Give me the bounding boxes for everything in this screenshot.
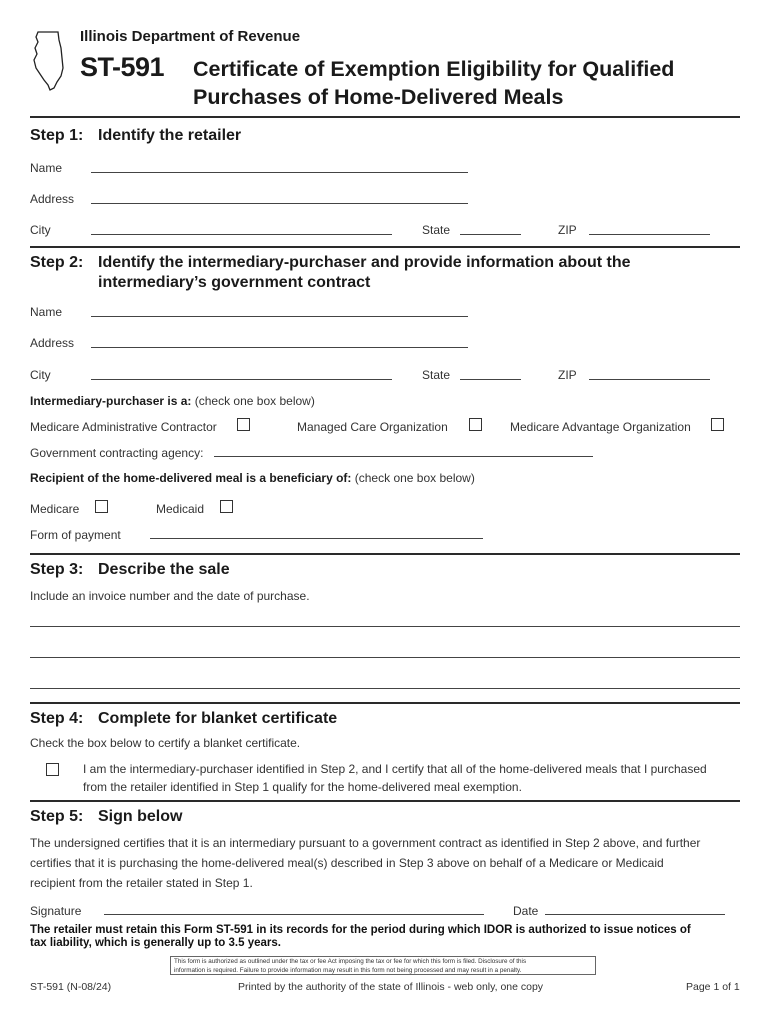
step1-address-label: Address [30, 192, 75, 206]
authority-line2: information is required. Failure to provide information may result in this form not being processed and may result in a penalty. [174, 966, 522, 974]
section-divider [30, 702, 740, 704]
step1-city-field[interactable] [91, 234, 392, 235]
step3-heading [30, 561, 230, 579]
option-mao-label: Medicare Advantage Organization [510, 420, 691, 434]
step4-number: Step 4: [30, 710, 84, 727]
page-number: Page 1 of 1 [686, 981, 740, 993]
certification-line3: recipient from the retailer stated in Step 1. [30, 876, 253, 890]
retention-notice-line2: tax liability, which is generally up to 3.5 years. [30, 936, 281, 949]
authority-disclosure-box [170, 956, 596, 975]
date-label: Date [513, 904, 539, 918]
section-divider [30, 246, 740, 248]
agency-name: Illinois Department of Revenue [80, 28, 301, 45]
blanket-certificate-statement [83, 760, 743, 796]
medicare-label: Medicare [30, 502, 80, 516]
medicare-checkbox[interactable] [95, 500, 108, 513]
step1-city-label: City [30, 223, 51, 237]
certification-line1: The undersigned certifies that it is an intermediary pursuant to a government contract as identified in Step 2 above, and further [30, 836, 701, 850]
blanket-statement-line1: I am the intermediary-purchaser identified in Step 2, and I certify that all of the home-delivered meals that I purchased [83, 762, 707, 776]
step2-state-field[interactable] [460, 379, 521, 380]
step2-city-field[interactable] [91, 379, 392, 380]
step1-title: Identify the retailer [98, 127, 242, 144]
step1-state-label: State [422, 223, 451, 237]
step2-heading [30, 254, 631, 272]
form-revision: ST-591 (N-08/24) [30, 981, 112, 993]
signature-field[interactable] [104, 914, 484, 915]
step4-instruction: Check the box below to certify a blanket certificate. [30, 736, 301, 750]
payment-label: Form of payment [30, 528, 121, 542]
purchaser-type-question [30, 394, 315, 408]
section-divider [30, 553, 740, 555]
step2-address-label: Address [30, 336, 75, 350]
step4-title: Complete for blanket certificate [98, 710, 338, 727]
step2-title-line2: intermediary’s government contract [98, 274, 371, 291]
signature-label: Signature [30, 904, 82, 918]
option-mco-label: Managed Care Organization [297, 420, 448, 434]
step5-title: Sign below [98, 808, 183, 825]
step3-title: Describe the sale [98, 561, 230, 578]
form-title-line2: Purchases of Home-Delivered Meals [193, 85, 564, 109]
section-divider [30, 800, 740, 802]
step2-number: Step 2: [30, 254, 84, 271]
sale-description-line-1[interactable] [30, 626, 740, 627]
step2-zip-field[interactable] [589, 379, 710, 380]
step2-name-label: Name [30, 305, 63, 319]
certification-line2: certifies that it is purchasing the home-delivered meal(s) described in Step 3 above on behalf of a Medicare or Medicaid [30, 856, 664, 870]
step3-number: Step 3: [30, 561, 84, 578]
step2-state-label: State [422, 368, 451, 382]
step1-name-field[interactable] [91, 172, 468, 173]
step2-name-field[interactable] [91, 316, 468, 317]
step5-heading [30, 808, 182, 826]
authority-line1: This form is authorized as outlined under the tax or fee Act imposing the tax or fee for which this form is filed. Disclosure of this [174, 958, 527, 965]
printed-by-authority: Printed by the authority of the state of Illinois - web only, one copy [238, 981, 544, 993]
step3-instruction: Include an invoice number and the date of purchase. [30, 589, 310, 603]
recipient-hint: (check one box below) [354, 471, 475, 485]
medicaid-checkbox[interactable] [220, 500, 233, 513]
option-mco-checkbox[interactable] [469, 418, 482, 431]
retention-notice-line1: The retailer must retain this Form ST-591 in its records for the period during which IDOR is authorized to issue notices of [30, 924, 691, 936]
step1-name-label: Name [30, 161, 63, 175]
step5-certification-text [30, 833, 742, 893]
retention-notice [30, 924, 742, 949]
illinois-state-outline-icon [30, 30, 68, 92]
step1-heading [30, 127, 241, 145]
step1-zip-field[interactable] [589, 234, 710, 235]
purchaser-type-label: Intermediary-purchaser is a: [30, 394, 192, 408]
step2-city-label: City [30, 368, 51, 382]
blanket-certificate-checkbox[interactable] [46, 763, 59, 776]
purchaser-type-hint: (check one box below) [194, 394, 315, 408]
recipient-label: Recipient of the home-delivered meal is a beneficiary of: [30, 471, 352, 485]
step2-zip-label: ZIP [558, 368, 577, 382]
step2-address-field[interactable] [91, 347, 468, 348]
step1-state-field[interactable] [460, 234, 521, 235]
option-mao-checkbox[interactable] [711, 418, 724, 431]
form-number: ST-591 [80, 52, 165, 82]
option-mac-checkbox[interactable] [237, 418, 250, 431]
step1-address-field[interactable] [91, 203, 468, 204]
step2-title-line1: Identify the intermediary-purchaser and provide information about the [98, 254, 631, 271]
sale-description-line-2[interactable] [30, 657, 740, 658]
agency-label: Government contracting agency: [30, 446, 204, 460]
section-divider [30, 116, 740, 118]
step1-zip-label: ZIP [558, 223, 577, 237]
payment-field[interactable] [150, 538, 483, 539]
date-field[interactable] [545, 914, 725, 915]
blanket-statement-line2: from the retailer identified in Step 1 qualify for the home-delivered meal exemption. [83, 780, 522, 794]
sale-description-line-3[interactable] [30, 688, 740, 689]
option-mac-label: Medicare Administrative Contractor [30, 420, 217, 434]
step1-number: Step 1: [30, 127, 84, 144]
step4-heading [30, 710, 337, 728]
agency-field[interactable] [214, 456, 593, 457]
form-title-line1: Certificate of Exemption Eligibility for Qualified [193, 57, 675, 81]
medicaid-label: Medicaid [156, 502, 205, 516]
step5-number: Step 5: [30, 808, 84, 825]
recipient-question [30, 471, 475, 485]
